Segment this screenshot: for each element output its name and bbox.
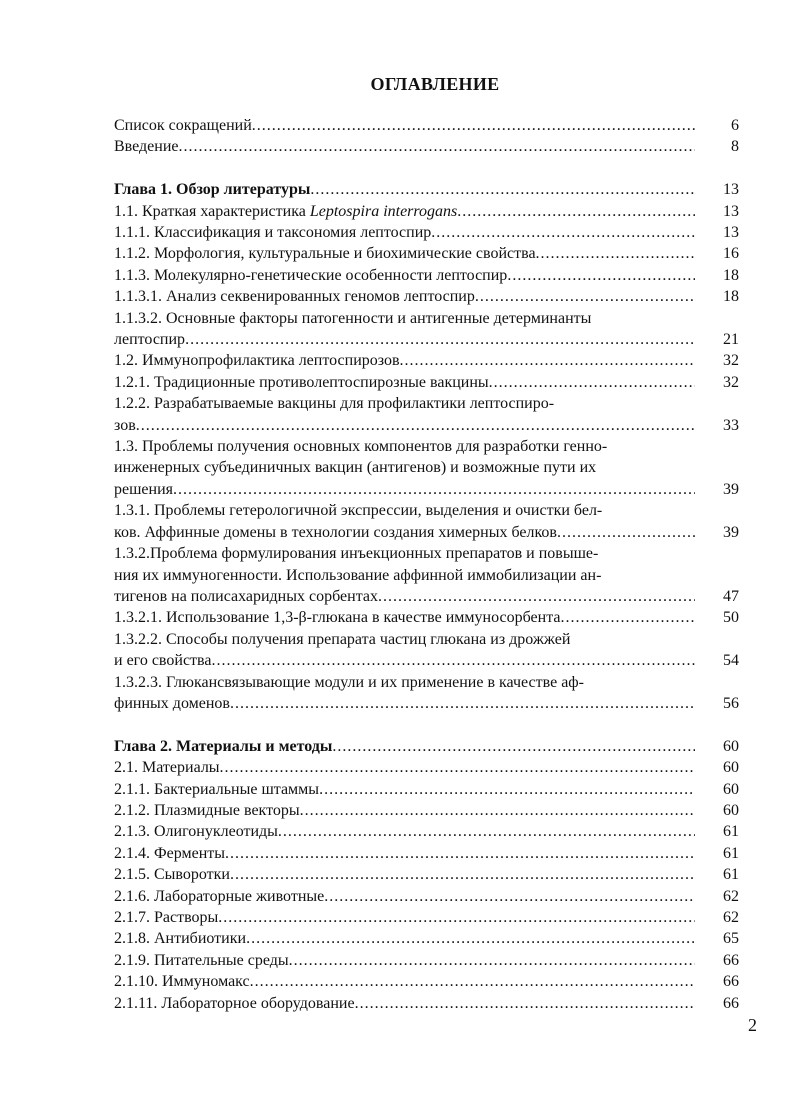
- toc-page-number: 60: [723, 801, 739, 819]
- toc-entry: [114, 222, 739, 243]
- toc-leader: [489, 372, 695, 393]
- toc-leader: [431, 222, 695, 243]
- toc-leader: [173, 479, 695, 500]
- toc-leader: [252, 115, 695, 136]
- toc-page-number: 60: [723, 759, 739, 777]
- toc-page-number: 13: [723, 202, 739, 220]
- toc-entry-title: Глава 2. Материалы и методы: [114, 737, 333, 755]
- toc-entry-title: 2.1.2. Плазмидные векторы: [114, 801, 300, 819]
- toc-entry-title: 2.1.7. Растворы: [114, 909, 219, 926]
- toc-page-number: 47: [723, 587, 739, 605]
- toc-entry-title: Список сокращений: [114, 117, 252, 134]
- toc-chapter-entry: [114, 179, 739, 200]
- toc-page-number: 32: [723, 352, 739, 370]
- toc-leader: [185, 329, 695, 350]
- toc-entry-title: 2.1.9. Питательные среды: [114, 951, 289, 969]
- toc-leader: [225, 843, 695, 864]
- toc-leader: [378, 586, 695, 607]
- toc-entry-line: 1.3.2.Проблема формулирования инъекционных препаратов и повыше-: [114, 545, 599, 563]
- toc-entry-title: 1.2.1. Традиционные противолептоспирозные вакцины: [114, 373, 489, 391]
- toc-entry-title: и его свойства: [114, 652, 212, 670]
- toc-entry-title: зов: [114, 416, 136, 434]
- toc-page-number: 61: [723, 866, 739, 884]
- toc-entry-line: 1.3.2.2. Способы получения препарата частиц глюкана из дрожжей: [114, 630, 571, 648]
- toc-entry-title: 1.1.2. Морфология, культуральные и биохимические свойства: [114, 245, 536, 263]
- page-title: ОГЛАВЛЕНИЕ: [370, 74, 500, 94]
- toc-leader: [250, 971, 695, 992]
- toc-entry: [114, 265, 739, 286]
- toc-entry: [114, 436, 739, 500]
- toc-entry-title: тигенов на полисахаридных сорбентах: [114, 587, 378, 605]
- toc-page-number: 56: [723, 694, 739, 712]
- toc-page-number: 66: [723, 973, 739, 991]
- toc-leader: [560, 607, 695, 628]
- toc-entry-title: 2.1.8. Антибиотики: [114, 930, 247, 948]
- toc-entry-title: 1.2. Иммунопрофилактика лептоспирозов: [114, 352, 400, 370]
- toc-entry: [114, 993, 739, 1014]
- toc-entry: [114, 843, 739, 864]
- toc-entry: [114, 629, 739, 672]
- toc-entry-title: Введение: [114, 138, 179, 156]
- toc-page-number: 18: [723, 288, 739, 306]
- toc-entry: [114, 779, 739, 800]
- toc-page-number: 66: [723, 994, 739, 1012]
- toc-entry-title: лептоспир: [114, 331, 186, 349]
- toc-entry: [114, 308, 739, 351]
- toc-leader: [507, 265, 695, 286]
- toc-entry: [114, 350, 739, 371]
- toc-entry-title: решения: [114, 480, 174, 498]
- toc-page-number: 66: [723, 951, 739, 969]
- toc-entry: [114, 757, 739, 778]
- toc-page-number: 65: [723, 930, 739, 948]
- toc-entry: [114, 971, 739, 992]
- toc-entry-line: ния их иммуногенности. Использование аффинной иммобилизации ан-: [114, 566, 602, 584]
- toc-page-number: 50: [723, 609, 739, 627]
- toc-page-number: 21: [723, 331, 739, 349]
- toc-leader: [220, 757, 695, 778]
- toc-leader: [230, 693, 695, 714]
- toc-leader: [218, 907, 695, 928]
- toc-page-number: 61: [723, 823, 739, 841]
- toc-entry: [114, 201, 739, 222]
- toc-leader: [211, 650, 695, 671]
- toc-leader: [324, 886, 695, 907]
- toc-entry-title: 1.1.1. Классификация и таксономия лептоспир: [114, 224, 432, 242]
- toc-entry-line: 1.3. Проблемы получения основных компонентов для разработки генно-: [114, 438, 608, 456]
- toc-entry-title: 1.1. Краткая характеристика Leptospira interrogans: [114, 202, 458, 220]
- toc-page-number: 39: [723, 523, 739, 541]
- toc-entry-line: 1.3.1. Проблемы гетерологичной экспрессии, выделения и очистки бел-: [114, 502, 603, 520]
- toc-entry: [114, 800, 739, 821]
- toc-entry: [114, 907, 739, 928]
- toc-entry-title: 2.1.1. Бактериальные штаммы: [114, 780, 320, 798]
- toc-page-number: 18: [723, 266, 739, 284]
- toc-page-number: 6: [731, 117, 739, 134]
- toc-entry: [114, 821, 739, 842]
- toc-page-number: 13: [723, 181, 739, 199]
- toc-page-number: 54: [723, 652, 739, 670]
- toc-entry: [114, 286, 739, 307]
- toc-leader: [536, 243, 695, 264]
- toc-entry-title: ков. Аффинные домены в технологии создания химерных белков: [114, 523, 557, 541]
- toc-page-number: 60: [723, 737, 739, 755]
- toc-entry: [114, 928, 739, 949]
- toc-entry-line: инженерных субъединичных вакцин (антигенов) и возможные пути их: [114, 459, 597, 477]
- toc-entry-line: 1.1.3.2. Основные факторы патогенности и антигенные детерминанты: [114, 309, 592, 327]
- toc-entry: [114, 115, 739, 136]
- toc-page-number: 8: [731, 138, 739, 156]
- toc-entry: [114, 607, 739, 628]
- toc-page-number: 39: [723, 480, 739, 498]
- toc-leader: [475, 286, 695, 307]
- toc-page-number: 32: [723, 373, 739, 391]
- page-number: 2: [748, 1015, 757, 1035]
- toc-entry-title: 2.1.10. Иммуномакс: [114, 973, 250, 991]
- toc-chapter-entry: [114, 736, 739, 757]
- toc-entry-title: 1.1.3. Молекулярно-генетические особенности лептоспир: [114, 266, 508, 284]
- toc-leader: [246, 928, 695, 949]
- toc-entry-line: 1.2.2. Разрабатываемые вакцины для профилактики лептоспиро-: [114, 395, 555, 413]
- toc-entry: [114, 393, 739, 436]
- toc-entry: [114, 243, 739, 264]
- toc-entry: [114, 950, 739, 971]
- toc-entry-title: финных доменов: [114, 694, 230, 712]
- toc-page-number: 60: [723, 780, 739, 798]
- toc-page-number: 13: [723, 224, 739, 242]
- toc-entry-title: Глава 1. Обзор литературы: [114, 181, 311, 199]
- toc-entry: [114, 864, 739, 885]
- toc-entry: [114, 136, 739, 157]
- toc-entry-line: 1.3.2.3. Глюкансвязывающие модули и их применение в качестве аф-: [114, 673, 584, 691]
- toc-page-number: 61: [723, 844, 739, 862]
- toc-page-number: 62: [723, 887, 739, 905]
- toc-leader: [355, 993, 695, 1014]
- toc-page-number: 33: [723, 416, 739, 434]
- section-gap: [114, 714, 739, 735]
- toc-leader: [332, 736, 695, 757]
- toc-entry-title: 2.1.6. Лабораторные животные: [114, 887, 325, 905]
- toc-leader: [400, 350, 695, 371]
- toc-entry-title: 2.1. Материалы: [114, 759, 220, 777]
- toc-leader: [278, 821, 695, 842]
- toc-entry: [114, 543, 739, 607]
- toc-leader: [179, 136, 696, 157]
- toc-leader: [230, 864, 695, 885]
- section-gap: [114, 158, 739, 179]
- toc-entry-title: 2.1.3. Олигонуклеотиды: [114, 823, 278, 841]
- toc-leader: [310, 179, 695, 200]
- toc-entry: [114, 500, 739, 543]
- toc-entry-title: 1.3.2.1. Использование 1,3-β-глюкана в качестве иммуносорбента: [114, 609, 561, 627]
- toc-page-number: 16: [723, 245, 739, 263]
- toc-entry-title: 2.1.5. Сыворотки: [114, 866, 230, 884]
- toc-leader: [557, 522, 695, 543]
- toc-leader: [457, 201, 695, 222]
- toc-page-number: 62: [723, 909, 739, 926]
- toc-leader: [319, 779, 695, 800]
- species-name: Leptospira interrogans: [309, 202, 458, 220]
- toc-entry: [114, 886, 739, 907]
- toc-entry: [114, 672, 739, 715]
- toc-entry-title: 2.1.4. Ферменты: [114, 844, 226, 862]
- toc-entry-title: 2.1.11. Лабораторное оборудование: [114, 994, 355, 1012]
- toc-leader: [289, 950, 695, 971]
- toc-entry: [114, 372, 739, 393]
- toc-entry-title: 1.1.3.1. Анализ секвенированных геномов лептоспир: [114, 288, 475, 306]
- toc-leader: [300, 800, 695, 821]
- table-of-contents: [114, 115, 739, 1014]
- toc-leader: [136, 415, 695, 436]
